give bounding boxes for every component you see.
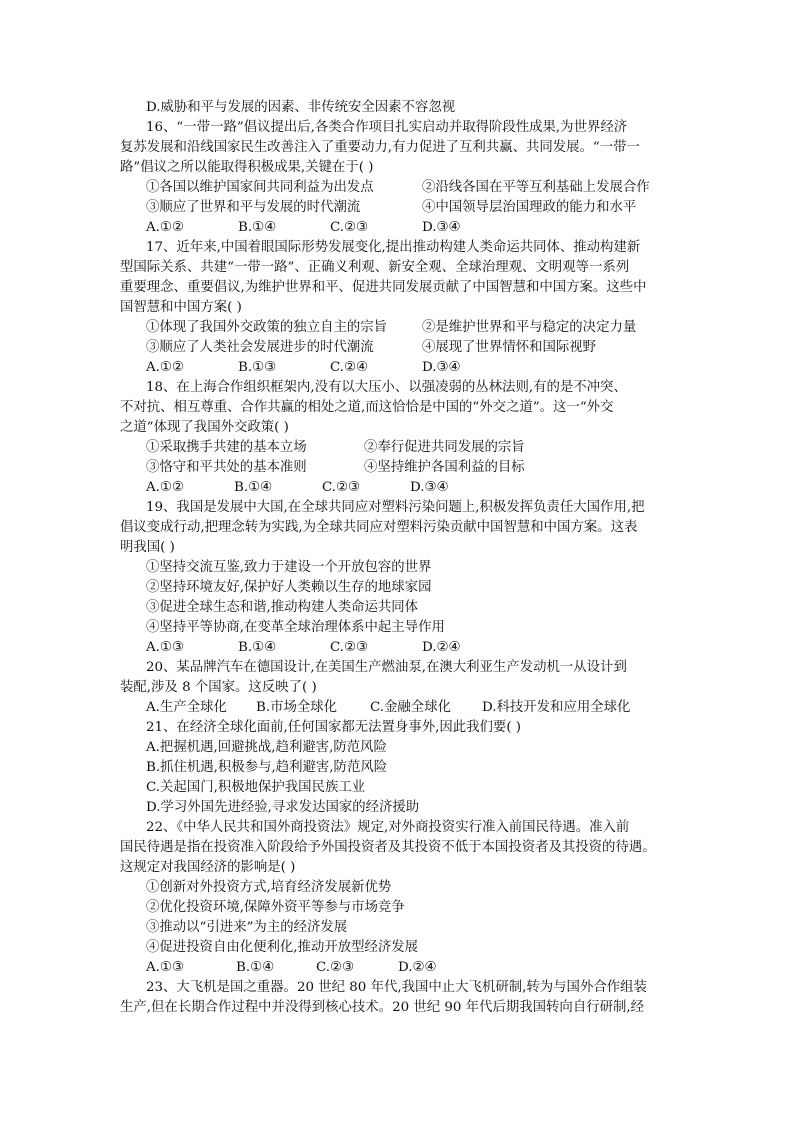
q16-choice-b: B.①④	[238, 220, 277, 235]
q16-item: ③顺应了世界和平与发展的时代潮流	[146, 200, 361, 215]
q22-stem-line: 国民待遇是指在投资准入阶段给予外国投资者及其投资不低于本国投资者及其投资的待遇。	[120, 840, 656, 855]
q20-stem-line: 20、某品牌汽车在德国设计,在美国生产燃油泵,在澳大利亚生产发动机一从设计到	[146, 660, 627, 675]
q22-stem-line: 这规定对我国经济的影响是( )	[120, 860, 296, 875]
q19-choice-c: C.②③	[330, 640, 369, 655]
q21-choice-d: D.学习外国先进经验,寻求发达国家的经济援助	[146, 800, 420, 815]
q18-item: ④坚持维护各国利益的目标	[364, 460, 525, 475]
q18-item: ①采取携手共建的基本立场	[146, 440, 307, 455]
q16-item: ②沿线各国在平等互利基础上发展合作	[422, 180, 650, 195]
q17-items-row	[146, 338, 706, 358]
q17-items-row	[146, 318, 706, 338]
q18-items-row	[146, 438, 706, 458]
q17-item: ①体现了我国外交政策的独立自主的宗旨	[146, 320, 388, 335]
q23-stem-line: 23、大飞机是国之重器。20 世纪 80 年代,我国中止大飞机研制,转为与国外合作组装	[146, 980, 647, 995]
q16-choice-a: A.①②	[146, 220, 184, 235]
q21-stem-line: 21、在经济全球化面前,任何国家都无法置身事外,因此我们要( )	[146, 720, 522, 735]
q18-choices	[146, 478, 706, 498]
q18-choice-c: C.②③	[322, 480, 361, 495]
q17-choice-c: C.②④	[330, 360, 369, 375]
q16-choice-d: D.③④	[422, 220, 461, 235]
q16-item: ①各国以维护国家间共同利益为出发点	[146, 180, 374, 195]
q16-choices	[146, 218, 706, 238]
q20-stem-line: 装配,涉及 8 个国家。这反映了( )	[120, 680, 317, 695]
q17-stem-line: 型国际关系、共建“一带一路”、正确义利观、新安全观、全球治理观、文明观等一系列	[120, 260, 630, 275]
q19-item: ②坚持环境友好,保护好人类赖以生存的地球家园	[146, 580, 432, 595]
q17-stem-line: 重要理念、重要倡议,为维护世界和平、促进共同发展贡献了中国智慧和中国方案。这些中	[120, 280, 647, 295]
q19-item: ④坚持平等协商,在变革全球治理体系中起主导作用	[146, 620, 445, 635]
q17-stem-line: 17、近年来,中国着眼国际形势发展变化,提出推动构建人类命运共同体、推动构建新	[146, 240, 641, 255]
q18-choice-b: B.①④	[234, 480, 273, 495]
q22-choice-b: B.①④	[236, 960, 275, 975]
q17-choice-d: D.③④	[422, 360, 461, 375]
q21-choice-a: A.把握机遇,回避挑战,趋利避害,防范风险	[146, 740, 387, 755]
q19-choice-d: D.②④	[422, 640, 461, 655]
q17-choice-b: B.①③	[238, 360, 277, 375]
q18-item: ③恪守和平共处的基本准则	[146, 460, 307, 475]
q22-choice-a: A.①③	[146, 960, 184, 975]
q18-stem-line: 不对抗、相互尊重、合作共赢的相处之道,而这恰恰是中国的“外交之道”。这一“外交	[120, 400, 614, 415]
q21-choice-c: C.关起国门,积极地保护我国民族工业	[146, 780, 366, 795]
q18-choice-a: A.①②	[146, 480, 184, 495]
q16-items-row	[146, 198, 706, 218]
q19-stem-line: 19、我国是发展中大国,在全球共同应对塑料污染问题上,积极发挥负责任大国作用,把	[146, 500, 645, 515]
q20-choice-a: A.生产全球化	[146, 700, 227, 715]
q18-stem-line: 之道”体现了我国外交政策( )	[120, 420, 289, 435]
q22-choice-d: D.②④	[398, 960, 437, 975]
q22-item: ④促进投资自由化便利化,推动开放型经济发展	[146, 940, 419, 955]
q22-stem-line: 22、《中华人民共和国外商投资法》规定,对外商投资实行准入前国民待遇。准入前	[146, 820, 630, 835]
q22-choice-c: C.②③	[316, 960, 355, 975]
q20-choices	[146, 698, 706, 718]
q20-choice-b: B.市场全球化	[256, 700, 338, 715]
q21-choice-b: B.抓住机遇,积极参与,趋利避害,防范风险	[146, 760, 388, 775]
q17-item: ②是维护世界和平与稳定的决定力量	[422, 320, 637, 335]
q22-item: ②优化投资环境,保障外资平等参与市场竞争	[146, 900, 405, 915]
q17-item: ③顺应了人类社会发展进步的时代潮流	[146, 340, 374, 355]
q18-item: ②奉行促进共同发展的宗旨	[364, 440, 525, 455]
q16-stem-line: 16、“一带一路”倡议提出后,各类合作项目扎实启动并取得阶段性成果,为世界经济	[146, 120, 628, 135]
q16-items-row	[146, 178, 706, 198]
q17-choices	[146, 358, 706, 378]
q18-items-row	[146, 458, 706, 478]
q17-stem-line: 国智慧和中国方案( )	[120, 300, 242, 315]
q19-stem-line: 倡议变成行动,把理念转为实践,为全球共同应对塑料污染贡献中国智慧和中国方案。这表	[120, 520, 638, 535]
q16-choice-c: C.②③	[330, 220, 369, 235]
q18-choice-d: D.③④	[410, 480, 449, 495]
q16-stem-line: 复苏发展和沿线国家民生改善注入了重要动力,有力促进了互利共赢、共同发展。“一带一	[120, 140, 640, 155]
q19-choice-b: B.①④	[238, 640, 277, 655]
q18-stem-line: 18、在上海合作组织框架内,没有以大压小、以强凌弱的丛林法则,有的是不冲突、	[146, 380, 627, 395]
q20-choice-d: D.科技开发和应用全球化	[482, 700, 631, 715]
q22-item: ①创新对外投资方式,培育经济发展新优势	[146, 880, 392, 895]
q19-item: ③促进全球生态和谐,推动构建人类命运共同体	[146, 600, 419, 615]
q16-stem-line: 路”倡议之所以能取得积极成果,关键在于( )	[120, 160, 374, 175]
q22-item: ③推动以“引进来”为主的经济发展	[146, 920, 348, 935]
q17-choice-a: A.①②	[146, 360, 184, 375]
q22-choices	[146, 958, 706, 978]
q19-stem-line: 明我国( )	[120, 540, 175, 555]
q19-choice-a: A.①③	[146, 640, 184, 655]
q19-choices	[146, 638, 706, 658]
q23-stem-line: 生产,但在长期合作过程中并没得到核心技术。20 世纪 90 年代后期我国转向自行研制,经	[120, 1000, 645, 1015]
q16-item: ④中国领导层治国理政的能力和水平	[422, 200, 637, 215]
q17-item: ④展现了世界情怀和国际视野	[422, 340, 597, 355]
q19-item: ①坚持交流互鉴,致力于建设一个开放包容的世界	[146, 560, 432, 575]
q20-choice-c: C.金融全球化	[370, 700, 451, 715]
q15-option-d: D.威胁和平与发展的因素、非传统安全因素不容忽视	[146, 100, 456, 115]
